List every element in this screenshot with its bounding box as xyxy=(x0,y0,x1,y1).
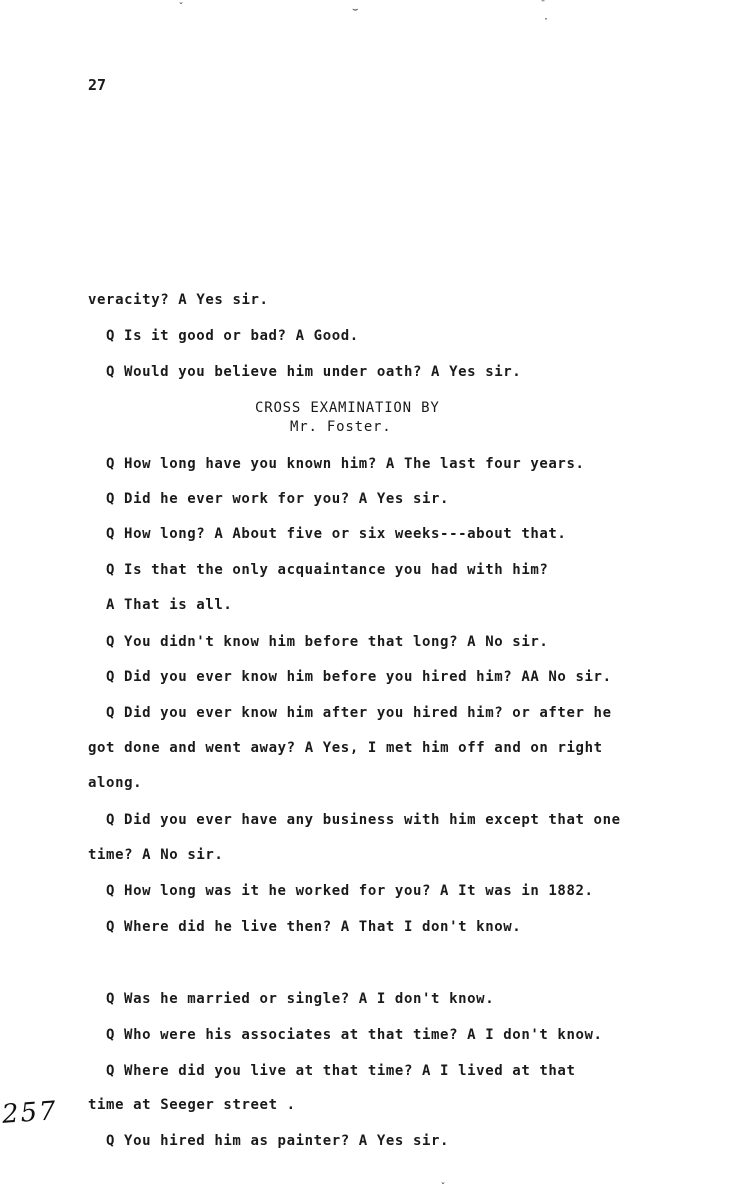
transcript-line: along. xyxy=(88,775,143,791)
page-number: 27 xyxy=(88,76,107,94)
transcript-line: Q You didn't know him before that long? A No sir. xyxy=(106,634,549,650)
transcript-line: Q Where did you live at that time? A I lived at that xyxy=(106,1063,576,1079)
transcript-line: Q Is it good or bad? A Good. xyxy=(106,328,359,344)
transcript-line: Q Is that the only acquaintance you had with him? xyxy=(106,562,549,578)
section-subheading: Mr. Foster. xyxy=(290,419,392,435)
transcript-line: Q Would you believe him under oath? A Yes sir. xyxy=(106,364,522,380)
transcript-line: time? A No sir. xyxy=(88,847,224,863)
document-page: ˇ ⌣ ˉ · ˇ 27 veracity? A Yes sir. Q Is it good or bad? A Good. Q Would you believe him under oath? A Yes sir. CROSS EXAMINATION BY Mr. Foster. Q How long have you known him? A The last four years. Q Did he ever work for you? A Yes sir. Q How long? A About five or six weeks---about that. Q Is that the only acquaintance you had with him? A That is all. Q You didn't know him before that long? A No sir. Q Did you ever know him before you hired him? AA No sir. Q Did you ever know him after you hired him? or after he got done and went away? A Yes, I met him off and on right along. Q Did you ever have any business with him except that one time? A No sir. Q How long was it he worked for you? A It was in 1882. Q Where did he live then? A That I don't know. Q Was he married or single? A I don't know. Q Who were his associates at that time? A I don't know. Q Where did you live at that time? A I lived at that time at Seeger street . Q You hired him as painter? A Yes sir. 257 xyxy=(1,0,621,1193)
transcript-line: Q Did you ever know him after you hired him? or after he xyxy=(106,705,612,721)
transcript-line: Q Did you ever have any business with him except that one xyxy=(106,812,621,828)
transcript-line: Q How long was it he worked for you? A It was in 1882. xyxy=(106,883,594,899)
transcript-line: Q Did he ever work for you? A Yes sir. xyxy=(106,491,450,507)
transcript-line: got done and went away? A Yes, I met him off and on right xyxy=(88,740,603,756)
transcript-line: Q Where did he live then? A That I don't know. xyxy=(106,919,522,935)
transcript-line: Q How long? A About five or six weeks---about that. xyxy=(106,526,567,542)
transcript-line: veracity? A Yes sir. xyxy=(88,292,269,308)
section-heading: CROSS EXAMINATION BY xyxy=(255,400,440,416)
transcript-line: Q Was he married or single? A I don't know. xyxy=(106,991,495,1007)
transcript-line: A That is all. xyxy=(106,597,233,613)
transcript-line: Q Did you ever know him before you hired him? AA No sir. xyxy=(106,669,612,685)
transcript-line: Q You hired him as painter? A Yes sir. xyxy=(106,1133,450,1149)
transcript-line: time at Seeger street . xyxy=(88,1097,296,1113)
handwritten-margin-note: 257 xyxy=(1,1096,59,1130)
transcript-line: Q Who were his associates at that time? A I don't know. xyxy=(106,1027,603,1043)
transcript-line: Q How long have you known him? A The last four years. xyxy=(106,456,585,472)
